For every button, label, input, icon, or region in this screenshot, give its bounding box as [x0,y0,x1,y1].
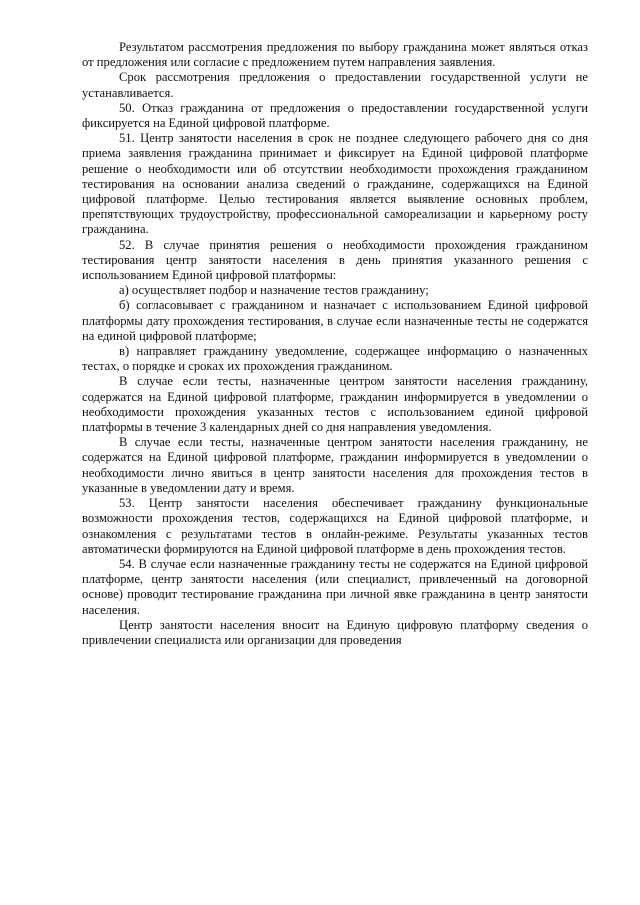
paragraph-54: 54. В случае если назначенные гражданину тесты не содержатся на Единой цифровой платформе, центр занятости населения (или специалист, привлеченный на договорной основе) проводит тестирование гражданина при личной явке гражданина в центр занятости населения. [82,556,588,617]
paragraph-result-of-review: Результатом рассмотрения предложения по выбору гражданина может являться отказ от предложения или согласие с предложением путем направления заявления. [82,40,588,70]
document-body [82,40,588,648]
paragraph-53: 53. Центр занятости населения обеспечивает гражданину функциональные возможности прохождения тестов, содержащихся на Единой цифровой платформе, и ознакомления с результатами тестов в онлайн-режиме. Результаты указанных тестов автоматически формируются на Единой цифровой платформе в день прохождения тестов. [82,496,588,556]
paragraph-tests-on-platform: В случае если тесты, назначенные центром занятости населения гражданину, содержатся на Единой цифровой платформе, гражданин информируется в уведомлении о необходимости прохождения указанных тестов с использованием единой цифровой платформы в течение 3 календарных дней со дня направления уведомления. [82,374,588,435]
paragraph-52-b: б) согласовывает с гражданином и назначает с использованием Единой цифровой платформы дату прохождения тестирования, в случае если назначенные тесты не содержатся на единой цифровой платформе; [82,298,588,343]
paragraph-51: 51. Центр занятости населения в срок не позднее следующего рабочего дня со дня приема заявления гражданина принимает и фиксирует на Единой цифровой платформе решение о необходимости или об отсутствии необходимости прохождения гражданином тестирования на основании анализа сведений о гражданине, содержащихся на Единой цифровой платформе. Целью тестирования является выявление основных проблем, препятствующих трудоустройству, профессиональной самореализации и карьерному росту гражданина. [82,131,588,237]
paragraph-52-c: в) направляет гражданину уведомление, содержащее информацию о назначенных тестах, о порядке и сроках их прохождения гражданином. [82,344,588,374]
paragraph-tests-not-on-platform: В случае если тесты, назначенные центром занятости населения гражданину, не содержатся на Единой цифровой платформе, гражданин информируется в уведомлении о необходимости лично явиться в центр занятости населения для прохождения тестов в указанные в уведомлении дату и время. [82,435,588,495]
paragraph-52-a: а) осуществляет подбор и назначение тестов гражданину; [119,283,429,298]
paragraph-review-term: Срок рассмотрения предложения о предоставлении государственной услуги не устанавливается. [82,70,588,100]
paragraph-52: 52. В случае принятия решения о необходимости прохождения гражданином тестирования центр занятости населения в день принятия указанного решения с использованием Единой цифровой платформы: [82,237,588,283]
paragraph-specialist-info: Центр занятости населения вносит на Единую цифровую платформу сведения о привлечении специалиста или организации для проведения [82,617,588,647]
paragraph-50: 50. Отказ гражданина от предложения о предоставлении государственной услуги фиксируется на Единой цифровой платформе. [82,100,588,131]
